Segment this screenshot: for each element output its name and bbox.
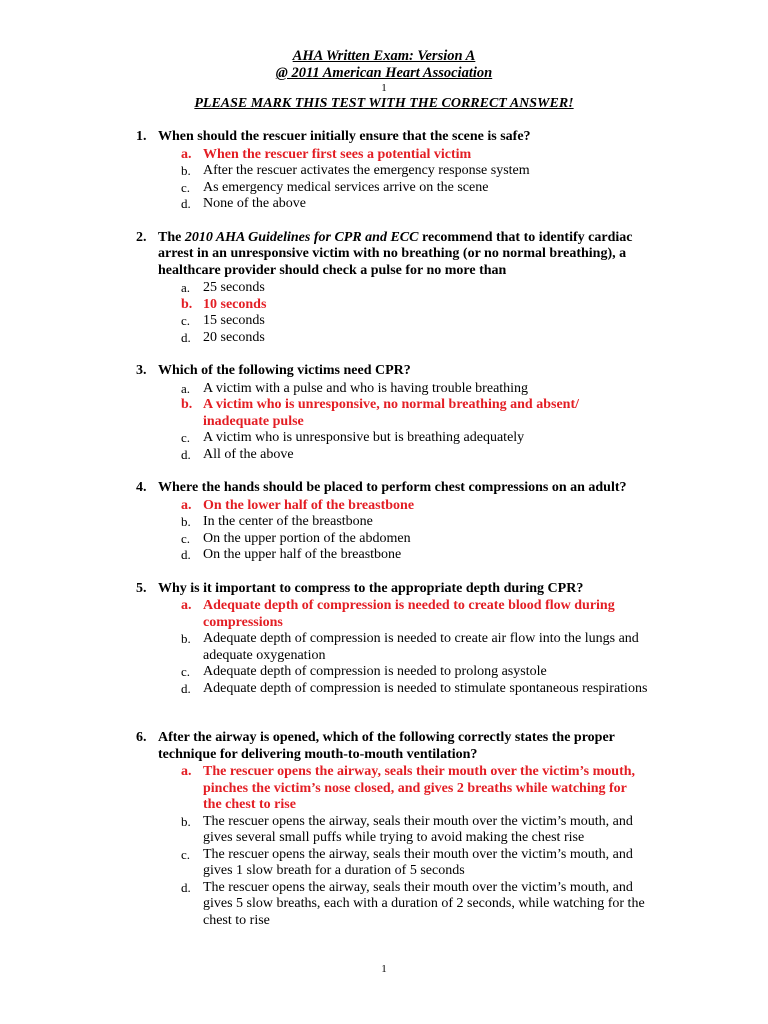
answer-option	[0, 280, 768, 297]
option-text: On the lower half of the breastbone	[203, 497, 415, 513]
answer-options	[0, 147, 768, 213]
question-number: 5.	[136, 580, 147, 596]
option-text: 25 seconds	[203, 280, 265, 295]
footer-page-number: 1	[381, 963, 387, 975]
option-letter: c.	[181, 430, 191, 445]
option-text: The rescuer opens the airway, seals their mouth over the victim’s mouth, pinches the victim’s nose closed, and gives 2 breaths while watching for the chest to rise	[203, 764, 636, 812]
answer-option	[0, 631, 768, 664]
option-letter: c.	[181, 530, 191, 546]
question-2	[0, 230, 768, 347]
option-letter: a.	[181, 146, 192, 162]
option-text: Adequate depth of compression is needed to prolong asystole	[203, 664, 547, 679]
exam-title: AHA Written Exam: Version A	[292, 48, 476, 64]
answer-option-correct	[0, 498, 768, 515]
instruction-line: PLEASE MARK THIS TEST WITH THE CORRECT ANSWER!	[194, 96, 574, 111]
answer-option	[0, 681, 768, 698]
option-text: In the center of the breastbone	[203, 514, 373, 529]
question-number: 2.	[136, 229, 147, 245]
option-letter: a.	[181, 764, 192, 779]
question-number: 4.	[136, 480, 147, 495]
option-letter: b.	[181, 163, 191, 178]
option-text: A victim with a pulse and who is having trouble breathing	[203, 380, 529, 396]
answer-option	[0, 531, 768, 548]
answer-options	[0, 498, 768, 564]
answer-option	[0, 547, 768, 564]
option-text: None of the above	[203, 196, 307, 211]
option-text: Adequate depth of compression is needed to create blood flow during compressions	[203, 598, 615, 630]
question-list	[0, 129, 768, 946]
header-page-number: 1	[381, 82, 387, 94]
answer-option	[0, 664, 768, 681]
option-letter: b.	[181, 514, 191, 529]
question-4	[0, 480, 768, 564]
option-text: Adequate depth of compression is needed to stimulate spontaneous respirations	[203, 680, 648, 696]
option-letter: a.	[181, 280, 191, 295]
option-text: A victim who is unresponsive but is breathing adequately	[203, 430, 525, 445]
question-text-post: recommend that to identify cardiac arrest in an unresponsive victim with no breathing (or no normal breathing), a healthcare provider should check a pulse for no more than	[158, 229, 633, 278]
option-letter: a.	[181, 598, 192, 613]
option-letter: b.	[181, 397, 193, 412]
option-text: When the rescuer first sees a potential victim	[203, 146, 472, 162]
option-letter: b.	[181, 813, 191, 829]
answer-options	[0, 381, 768, 464]
option-text: A victim who is unresponsive, no normal breathing and absent/ inadequate pulse	[203, 397, 579, 429]
answer-options	[0, 598, 768, 697]
option-text: After the rescuer activates the emergency response system	[203, 163, 530, 178]
option-text: 10 seconds	[203, 296, 267, 312]
question-3	[0, 363, 768, 463]
option-text: Adequate depth of compression is needed to create air flow into the lungs and adequate oxygenation	[203, 631, 639, 663]
answer-option	[0, 381, 768, 398]
question-6	[0, 730, 768, 929]
option-letter: a.	[181, 380, 191, 396]
option-letter: d.	[181, 446, 191, 462]
option-letter: c.	[181, 664, 191, 679]
question-text: Which of the following victims need CPR?	[158, 363, 411, 378]
option-letter: d.	[181, 329, 191, 345]
guidelines-title: 2010 AHA Guidelines for CPR and ECC	[184, 229, 419, 245]
answer-option	[0, 847, 768, 880]
option-text: The rescuer opens the airway, seals their mouth over the victim’s mouth, and gives 1 slow breath for a duration of 5 seconds	[203, 846, 633, 878]
option-letter: d.	[181, 547, 191, 562]
answer-options	[0, 280, 768, 346]
copyright-line: @ 2011 American Heart Association	[275, 65, 493, 81]
option-letter: c.	[181, 846, 191, 862]
option-text: The rescuer opens the airway, seals their mouth over the victim’s mouth, and gives 5 slow breaths, each with a duration of 2 seconds, while watching for the chest to rise	[203, 879, 645, 928]
answer-option	[0, 430, 768, 447]
option-text: As emergency medical services arrive on the scene	[203, 179, 489, 195]
option-letter: b.	[181, 296, 193, 312]
answer-option	[0, 880, 768, 930]
option-text: 15 seconds	[203, 313, 265, 328]
question-number: 1.	[136, 129, 147, 144]
answer-option	[0, 313, 768, 330]
question-text: Where the hands should be placed to perform chest compressions on an adult?	[158, 480, 627, 495]
option-letter: b.	[181, 631, 191, 646]
question-text: Why is it important to compress to the appropriate depth during CPR?	[158, 580, 584, 596]
question-1	[0, 129, 768, 213]
answer-option	[0, 196, 768, 213]
answer-option	[0, 330, 768, 347]
answer-option-correct	[0, 147, 768, 164]
option-letter: a.	[181, 497, 192, 513]
question-5	[0, 581, 768, 698]
option-text: On the upper half of the breastbone	[203, 547, 402, 562]
question-text: After the airway is opened, which of the following correctly states the proper technique for delivering mouth-to-mouth ventilation?	[158, 730, 615, 762]
option-text: On the upper portion of the abdomen	[203, 530, 411, 546]
question-number: 6.	[136, 730, 147, 745]
answer-option	[0, 514, 768, 531]
option-letter: d.	[181, 196, 191, 211]
answer-option-correct	[0, 397, 768, 430]
answer-option	[0, 180, 768, 197]
exam-header	[0, 48, 768, 112]
option-letter: d.	[181, 879, 191, 895]
answer-option-correct	[0, 598, 768, 631]
answer-option-correct	[0, 297, 768, 314]
option-text: The rescuer opens the airway, seals their mouth over the victim’s mouth, and gives several small puffs while trying to avoid making the chest rise	[203, 813, 633, 845]
option-text: All of the above	[203, 446, 294, 462]
option-letter: c.	[181, 179, 191, 195]
question-text-pre: The	[158, 229, 185, 245]
answer-option-correct	[0, 764, 768, 814]
question-number: 3.	[136, 363, 147, 378]
option-letter: c.	[181, 313, 191, 328]
answer-option	[0, 447, 768, 464]
answer-option	[0, 163, 768, 180]
answer-options	[0, 764, 768, 929]
option-letter: d.	[181, 680, 191, 696]
option-text: 20 seconds	[203, 329, 265, 345]
answer-option	[0, 814, 768, 847]
question-text: When should the rescuer initially ensure that the scene is safe?	[158, 129, 531, 144]
question-text	[158, 230, 638, 280]
